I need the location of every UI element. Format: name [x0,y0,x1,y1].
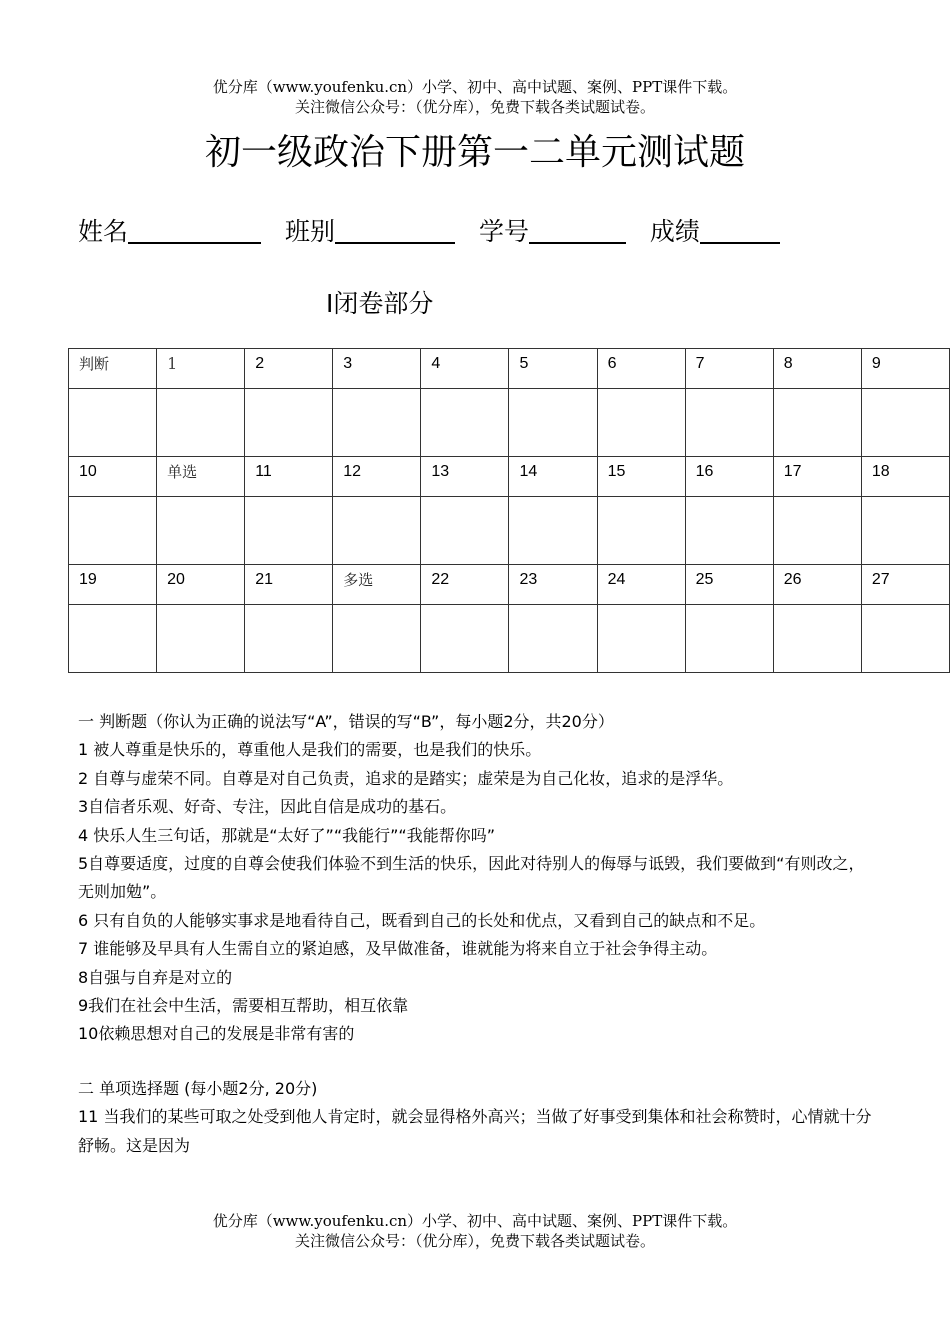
score-label: 成绩 [649,217,700,246]
page-title: 初一级政治下册第一二单元测试题 [204,132,745,173]
answer-table-blank-row [69,389,950,457]
question-item: 1 被人尊重是快乐的，尊重他人是我们的需要，也是我们的快乐。 [78,740,542,760]
question-item: 10依赖思想对自己的发展是非常有害的 [78,1024,355,1044]
answer-label-cell: 4 [421,349,509,389]
answer-blank-cell[interactable] [157,497,245,565]
part1-heading: 一 判断题（你认为正确的说法写“A”，错误的写“B”，每小题2分，共20分） [78,712,614,731]
answer-blank-cell[interactable] [421,389,509,457]
answer-label-cell: 18 [861,457,949,497]
answer-blank-cell[interactable] [245,497,333,565]
answer-label-cell: 19 [69,565,157,605]
answer-blank-cell[interactable] [773,605,861,673]
answer-label-cell: 12 [333,457,421,497]
answer-table-blank-row [69,497,950,565]
part2-heading: 二 单项选择题 (每小题2分, 20分) [78,1078,318,1098]
answer-blank-cell[interactable] [773,497,861,565]
answer-label-cell: 5 [509,349,597,389]
header-line-1: 优分库（www.youfenku.cn）小学、初中、高中试题、案例、PPT课件下载。 [212,78,738,96]
class-label: 班别 [284,217,335,246]
answer-table-label-row [69,349,950,389]
answer-blank-cell[interactable] [157,389,245,457]
answer-blank-cell[interactable] [597,497,685,565]
answer-label-cell: 多选 [333,565,421,605]
question-item: 6 只有自负的人能够实事求是地看待自己，既看到自己的长处和优点，又看到自己的缺点和不足。 [78,910,766,930]
answer-label-cell: 2 [245,349,333,389]
answer-table [68,348,950,673]
number-field[interactable] [529,216,626,244]
answer-label-cell: 单选 [157,457,245,497]
answer-blank-cell[interactable] [157,605,245,673]
answer-blank-cell[interactable] [509,605,597,673]
answer-label-cell: 1 [157,349,245,389]
answer-label-cell: 9 [861,349,949,389]
question-item: 3自信者乐观、好奇、专注，因此自信是成功的基石。 [78,797,457,817]
answer-table-blank-row [69,605,950,673]
answer-label-cell: 20 [157,565,245,605]
answer-label-cell: 17 [773,457,861,497]
name-label: 姓名 [78,217,129,246]
question-item: 5自尊要适度，过度的自尊会使我们体验不到生活的快乐，因此对待别人的侮辱与诋毁，我们要做到“有则改之，无则加勉”。 [78,854,865,902]
footer-line-1: 优分库（www.youfenku.cn）小学、初中、高中试题、案例、PPT课件下载。 [212,1212,738,1230]
answer-blank-cell[interactable] [333,497,421,565]
answer-blank-cell[interactable] [597,605,685,673]
question-item: 7 谁能够及早具有人生需自立的紧迫感，及早做准备，谁就能为将来自立于社会争得主动。 [78,939,718,959]
answer-blank-cell[interactable] [509,497,597,565]
answer-blank-cell[interactable] [245,389,333,457]
answer-blank-cell[interactable] [245,605,333,673]
answer-label-cell: 13 [421,457,509,497]
answer-label-cell: 6 [597,349,685,389]
answer-blank-cell[interactable] [685,605,773,673]
answer-label-cell: 7 [685,349,773,389]
answer-blank-cell[interactable] [69,497,157,565]
answer-label-cell: 8 [773,349,861,389]
class-field[interactable] [335,216,455,244]
answer-table-label-row [69,457,950,497]
answer-blank-cell[interactable] [333,605,421,673]
number-label: 学号 [478,217,529,246]
answer-label-cell: 判断 [69,349,157,389]
answer-label-cell: 3 [333,349,421,389]
answer-blank-cell[interactable] [861,605,949,673]
answer-blank-cell[interactable] [597,389,685,457]
student-info-row [78,212,780,252]
answer-label-cell: 15 [597,457,685,497]
footer-line-2: 关注微信公众号：（优分库），免费下载各类试题试卷。 [294,1232,655,1250]
question-body [78,708,878,1160]
answer-label-cell: 14 [509,457,597,497]
answer-label-cell: 24 [597,565,685,605]
answer-blank-cell[interactable] [685,497,773,565]
answer-label-cell: 11 [245,457,333,497]
answer-label-cell: 22 [421,565,509,605]
answer-blank-cell[interactable] [333,389,421,457]
question-item: 2 自尊与虚荣不同。自尊是对自己负责，追求的是踏实；虚荣是为自己化妆，追求的是浮华。 [78,768,734,788]
answer-label-cell: 26 [773,565,861,605]
answer-blank-cell[interactable] [861,389,949,457]
answer-blank-cell[interactable] [509,389,597,457]
question-item: 11 当我们的某些可取之处受到他人肯定时，就会显得格外高兴；当做了好事受到集体和社会称赞时，心情就十分舒畅。这是因为 [78,1107,872,1155]
question-item: 9我们在社会中生活，需要相互帮助，相互依靠 [78,996,409,1016]
answer-label-cell: 23 [509,565,597,605]
answer-blank-cell[interactable] [773,389,861,457]
answer-label-cell: 16 [685,457,773,497]
question-item: 4 快乐人生三句话，那就是“太好了”“我能行”“我能帮你吗” [78,825,496,845]
answer-blank-cell[interactable] [861,497,949,565]
answer-blank-cell[interactable] [421,605,509,673]
answer-table-label-row [69,565,950,605]
header-line-2: 关注微信公众号：（优分库），免费下载各类试题试卷。 [294,98,655,116]
answer-label-cell: 10 [69,457,157,497]
answer-blank-cell[interactable] [685,389,773,457]
answer-label-cell: 27 [861,565,949,605]
question-item: 8自强与自弃是对立的 [78,967,233,987]
score-field[interactable] [700,216,780,244]
answer-blank-cell[interactable] [421,497,509,565]
name-field[interactable] [128,216,261,244]
section-title: Ⅰ闭卷部分 [326,289,434,318]
answer-blank-cell[interactable] [69,389,157,457]
answer-label-cell: 21 [245,565,333,605]
answer-blank-cell[interactable] [69,605,157,673]
answer-label-cell: 25 [685,565,773,605]
